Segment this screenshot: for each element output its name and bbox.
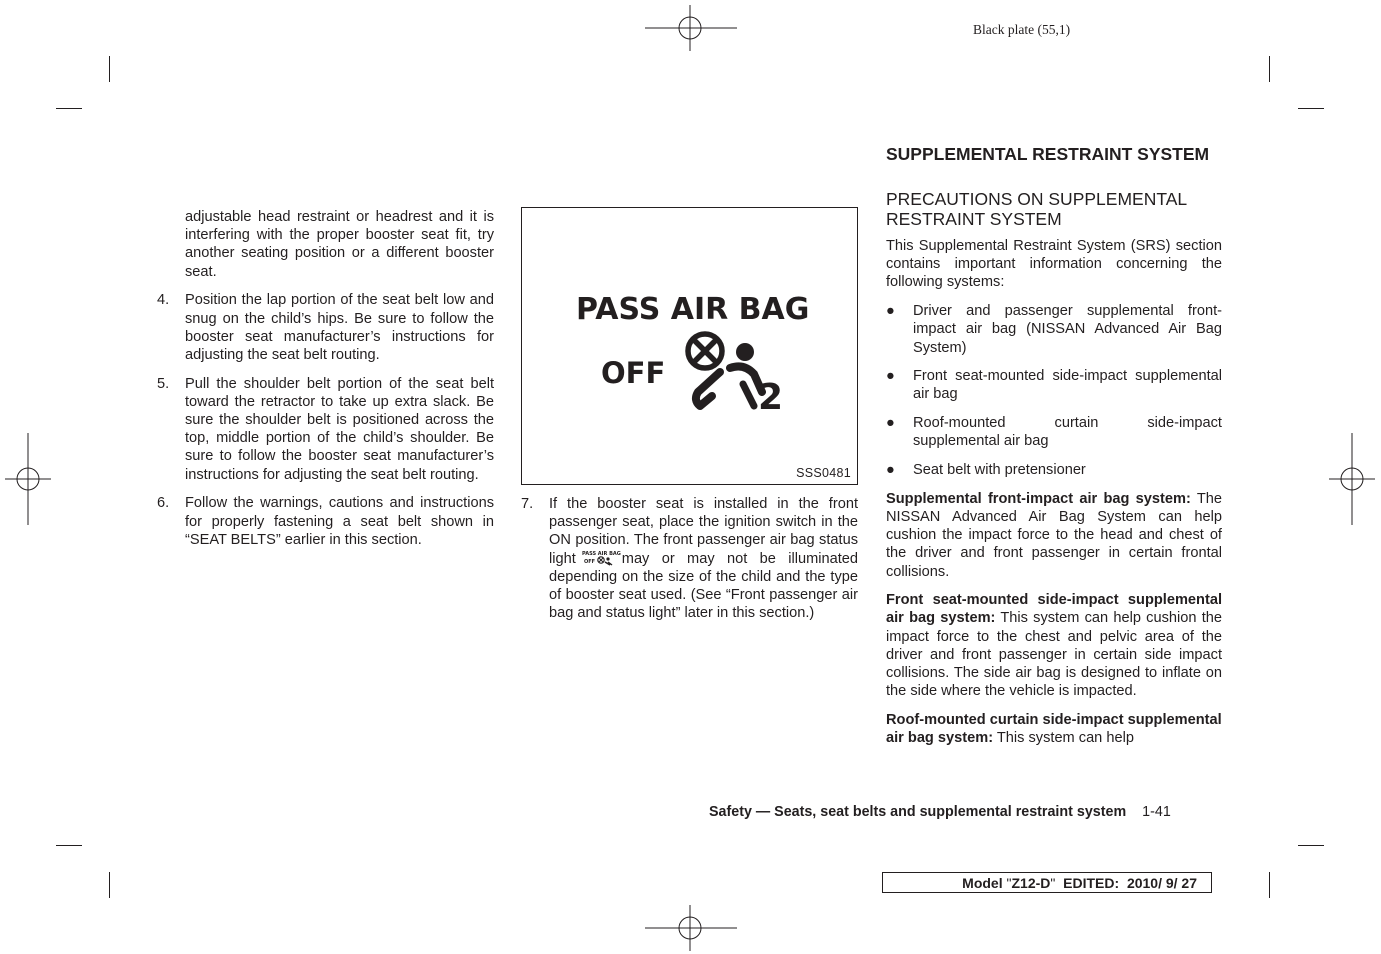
bullet-icon: ● bbox=[886, 368, 895, 385]
paragraph-lead: Supplemental front-impact air bag system: bbox=[886, 490, 1191, 507]
left-column bbox=[157, 208, 494, 559]
bullet-icon: ● bbox=[886, 303, 895, 320]
step-text: Pull the shoulder belt portion of the seat belt toward the retractor to take up extra slack. Be sure the shoulder belt is positioned across the top, middle portion of the child’s shoulder. Be sure to follow the booster seat manufacturer’s instructions for adjusting the seat belt routing. bbox=[185, 375, 494, 483]
intro-paragraph: adjustable head restraint or headrest and it is interfering with the proper booster seat fit, try another seating position or a different booster seat. bbox=[185, 209, 494, 280]
paragraph-curtain bbox=[886, 711, 1222, 747]
list-item-step-5 bbox=[157, 375, 494, 484]
edited-label: EDITED: bbox=[1063, 875, 1120, 891]
paragraph-body: The NISSAN Advanced Air Bag System can help cushion the impact force to the head and chest of the driver and front passenger in certain frontal collisions. bbox=[886, 490, 1222, 580]
registration-mark-left-icon bbox=[5, 433, 51, 525]
airbag-status-light-illustration bbox=[522, 208, 857, 484]
paragraph-lead: Roof-mounted curtain side-impact supplemental air bag system: bbox=[886, 711, 1222, 747]
step-number: 5. bbox=[157, 375, 170, 392]
list-item bbox=[886, 367, 1222, 403]
section-title: SUPPLEMENTAL RESTRAINT SYSTEM bbox=[886, 144, 1210, 164]
middle-column bbox=[521, 495, 858, 633]
model-code: Z12-D bbox=[1011, 875, 1051, 891]
list-item bbox=[886, 461, 1222, 479]
figure-line2: OFF bbox=[601, 356, 666, 390]
registration-mark-right-icon bbox=[1329, 433, 1375, 525]
lamp-off: OFF bbox=[583, 558, 595, 565]
registration-mark-top-icon bbox=[645, 5, 737, 51]
footer-title: Safety — Seats, seat belts and supplemental restraint system bbox=[709, 804, 1127, 820]
model-label: Model bbox=[962, 875, 1003, 891]
step-text: Follow the warnings, cautions and instructions for properly fastening a seat belt shown in “SEAT BELTS” earlier in this section. bbox=[185, 495, 494, 548]
bullet-text: Roof-mounted curtain side-impact supplemental air bag bbox=[913, 415, 1222, 450]
step-number: 7. bbox=[521, 496, 534, 512]
list-item-step-4 bbox=[157, 291, 494, 364]
plate-label: Black plate (55,1) bbox=[973, 22, 1071, 37]
pass-air-bag-off-lamp-icon bbox=[581, 550, 621, 566]
step-number: 4. bbox=[157, 292, 170, 309]
list-item bbox=[886, 414, 1222, 450]
figure-number: 2 bbox=[758, 377, 784, 418]
lamp-label: PASS AIR BAG bbox=[581, 550, 621, 557]
paragraph-body: This system can help bbox=[993, 730, 1134, 747]
paragraph-front-impact bbox=[886, 490, 1222, 581]
figure-line1: PASS AIR BAG bbox=[576, 292, 810, 327]
bullet-text: Front seat-mounted side-impact supplemental air bag bbox=[913, 368, 1222, 403]
list-item-step-7 bbox=[521, 495, 858, 622]
step-text: Position the lap portion of the seat belt low and snug on the child’s hips. Be sure to follow the booster seat manufacturer’s instructions for adjusting the seat belt routing. bbox=[185, 292, 494, 363]
step-text-after: may or may not be illuminated depending on the size of the child and the type of booster seat used. (See “Front passenger air bag and status light” later in this section.) bbox=[549, 550, 858, 622]
bullet-icon: ● bbox=[886, 415, 895, 432]
subsection-title: PRECAUTIONS ON SUPPLEMENTAL RESTRAINT SYSTEM bbox=[886, 189, 1187, 229]
list-item bbox=[886, 302, 1222, 357]
bullet-text: Driver and passenger supplemental front-impact air bag (NISSAN Advanced Air Bag System) bbox=[913, 303, 1222, 356]
paragraph-lead: Front seat-mounted side-impact supplemental air bag system: bbox=[886, 592, 1222, 627]
page-footer bbox=[709, 804, 1171, 820]
step-text-before: If the booster seat is installed in the front passenger seat, place the ignition switch in the ON position. The front passenger air bag status light bbox=[549, 496, 858, 567]
figure-airbag-status-light bbox=[521, 207, 858, 485]
right-column bbox=[886, 145, 1222, 758]
step-number: 6. bbox=[157, 495, 170, 512]
paragraph-side-impact bbox=[886, 591, 1222, 700]
page-number: 1-41 bbox=[1142, 804, 1171, 820]
figure-code: SSS0481 bbox=[796, 466, 851, 480]
list-item-step-6 bbox=[157, 494, 494, 549]
edited-date: 2010/ 9/ 27 bbox=[1126, 875, 1197, 891]
intro-paragraph: This Supplemental Restraint System (SRS) section contains important information concerning the following systems: bbox=[886, 238, 1222, 291]
bullet-icon: ● bbox=[886, 462, 895, 479]
step-text bbox=[549, 495, 858, 622]
bullet-text: Seat belt with pretensioner bbox=[913, 462, 1086, 479]
airbag-off-icon bbox=[688, 334, 762, 406]
paragraph-body: This system can help cushion the impact force to the chest and pelvic area of the driver and front passenger in certain side impact collisions. The side air bag is designed to inflate on the side where the vehicle is impacted. bbox=[886, 610, 1222, 700]
registration-mark-bottom-icon bbox=[645, 905, 737, 951]
model-edit-box: Model "Z12-D" EDITED: 2010/ 9/ 27 bbox=[882, 872, 1212, 893]
